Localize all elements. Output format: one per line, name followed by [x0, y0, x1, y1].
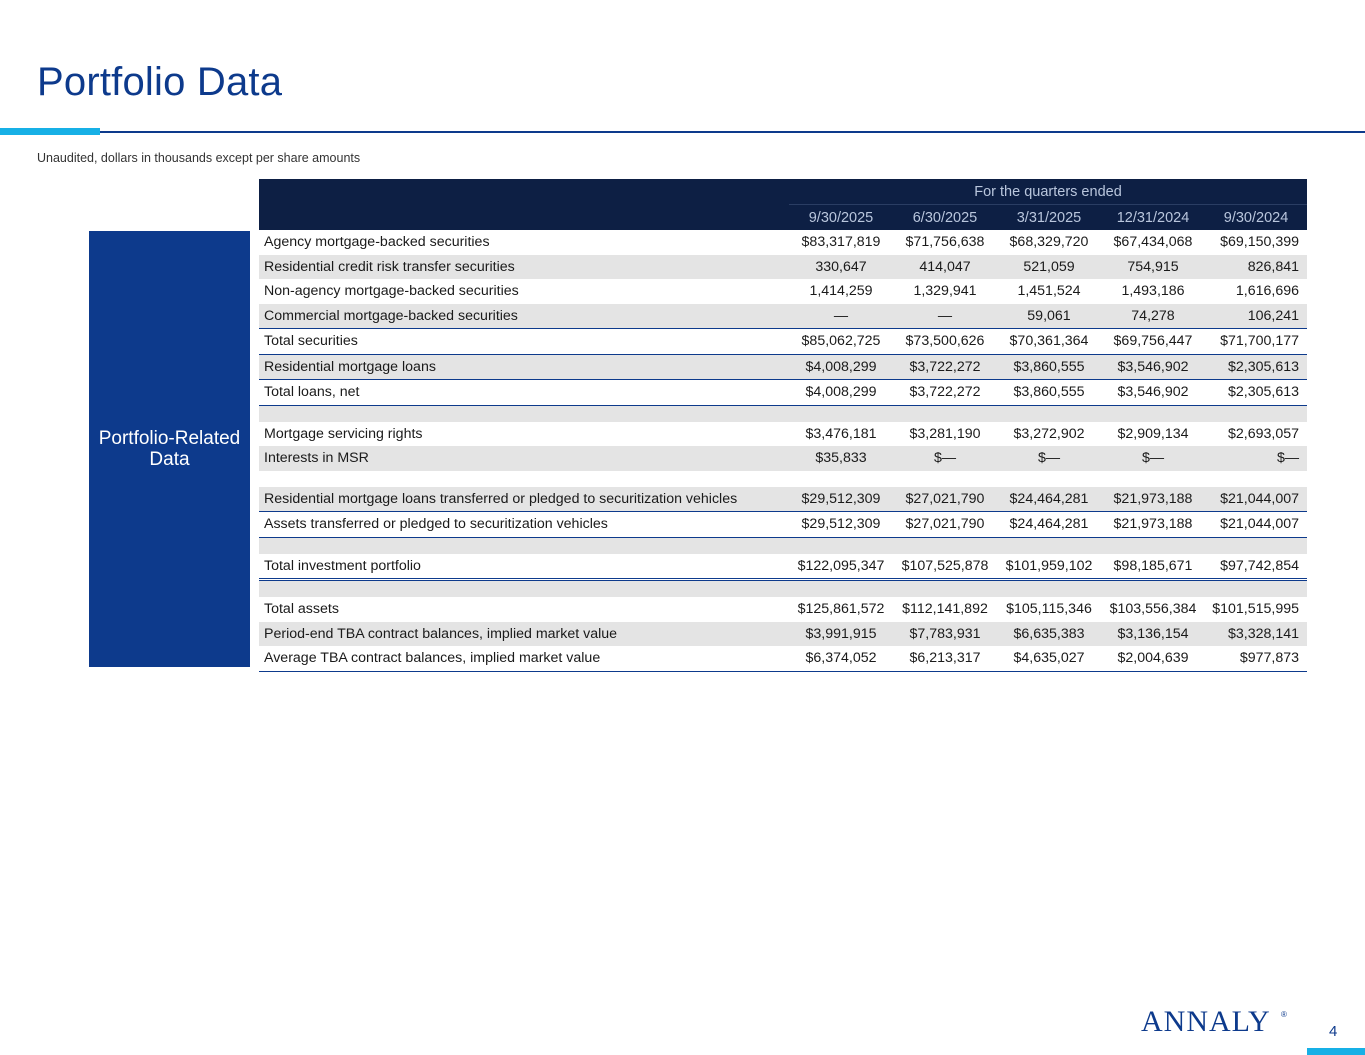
- row-value: 1,414,259: [809, 283, 873, 300]
- row-value: 414,047: [893, 255, 997, 280]
- page-title: Portfolio Data: [37, 60, 283, 104]
- row-value: 106,241: [1205, 304, 1307, 329]
- row-label: Non-agency mortgage-backed securities: [264, 283, 519, 300]
- table-row: [259, 554, 1307, 580]
- row-value: $83,317,819: [801, 234, 881, 251]
- row-value: —: [789, 304, 893, 329]
- row-value: $101,959,102: [997, 554, 1101, 580]
- table-row: [259, 487, 1307, 512]
- row-label: Residential mortgage loans transferred or pledged to securitization vehicles: [259, 487, 789, 512]
- table-row: [259, 354, 1307, 380]
- row-value: $70,361,364: [997, 329, 1101, 355]
- row-value: 330,647: [789, 255, 893, 280]
- row-value: $21,973,188: [1101, 512, 1205, 538]
- table-row: [259, 380, 1307, 406]
- row-value: $105,115,346: [1006, 601, 1092, 618]
- portfolio-table: [259, 179, 1307, 672]
- row-value: $—: [997, 446, 1101, 471]
- row-value: $3,722,272: [893, 354, 997, 380]
- quarter-header: 9/30/2024: [1205, 205, 1307, 231]
- row-value: $977,873: [1205, 646, 1307, 671]
- quarter-header: 3/31/2025: [997, 205, 1101, 231]
- row-value: $112,141,892: [902, 601, 988, 618]
- title-divider: [0, 131, 1365, 133]
- row-value: $2,909,134: [1117, 425, 1189, 442]
- table-row: [259, 279, 1307, 304]
- row-value: $101,515,995: [1212, 601, 1300, 618]
- row-label: Total loans, net: [264, 384, 360, 401]
- row-value: $85,062,725: [789, 329, 893, 355]
- row-value: $3,991,915: [789, 622, 893, 647]
- header-span: For the quarters ended: [789, 179, 1307, 205]
- row-value: $4,008,299: [805, 384, 877, 401]
- row-value: 1,451,524: [1017, 283, 1081, 300]
- row-value: $—: [1205, 446, 1307, 471]
- row-value: $68,329,720: [1009, 234, 1089, 251]
- quarter-header-row: [259, 205, 1307, 231]
- row-value: $4,008,299: [789, 354, 893, 380]
- row-value: $69,150,399: [1220, 234, 1300, 251]
- row-value: $2,693,057: [1228, 425, 1300, 442]
- spacer-cell: [259, 405, 1307, 422]
- row-value: $97,742,854: [1205, 554, 1307, 580]
- row-value: $71,756,638: [905, 234, 985, 251]
- row-label: Residential mortgage loans: [259, 354, 789, 380]
- row-value: $—: [893, 446, 997, 471]
- row-value: 59,061: [997, 304, 1101, 329]
- quarter-header: 6/30/2025: [893, 205, 997, 231]
- row-value: $107,525,878: [893, 554, 997, 580]
- table-row: [259, 622, 1307, 647]
- row-value: $122,095,347: [789, 554, 893, 580]
- row-label: Residential credit risk transfer securities: [259, 255, 789, 280]
- table-row: [259, 512, 1307, 538]
- table-row: [259, 329, 1307, 355]
- quarter-header: 9/30/2025: [789, 205, 893, 231]
- row-value: $103,556,384: [1109, 601, 1197, 618]
- row-label: Interests in MSR: [259, 446, 789, 471]
- row-value: $4,635,027: [997, 646, 1101, 671]
- row-value: $2,305,613: [1228, 384, 1300, 401]
- row-value: $3,722,272: [909, 384, 981, 401]
- row-label: Total securities: [259, 329, 789, 355]
- row-value: 754,915: [1101, 255, 1205, 280]
- row-value: $29,512,309: [789, 487, 893, 512]
- table-row: [259, 304, 1307, 329]
- row-label: Assets transferred or pledged to securitization vehicles: [259, 512, 789, 538]
- row-label: Total investment portfolio: [259, 554, 789, 580]
- row-value: $21,044,007: [1205, 512, 1307, 538]
- row-value: $3,546,902: [1117, 384, 1189, 401]
- row-value: $29,512,309: [789, 512, 893, 538]
- row-label: Commercial mortgage-backed securities: [259, 304, 789, 329]
- row-label: Mortgage servicing rights: [264, 425, 423, 442]
- row-value: $7,783,931: [893, 622, 997, 647]
- row-value: $6,635,383: [997, 622, 1101, 647]
- table-row: [259, 422, 1307, 447]
- row-value: $27,021,790: [893, 512, 997, 538]
- page-subtitle: Unaudited, dollars in thousands except per share amounts: [37, 151, 361, 165]
- row-value: $69,756,447: [1101, 329, 1205, 355]
- row-value: 1,616,696: [1235, 283, 1300, 300]
- row-label: Total assets: [264, 601, 339, 618]
- row-value: $24,464,281: [997, 487, 1101, 512]
- row-value: $3,546,902: [1101, 354, 1205, 380]
- row-value: 1,329,941: [913, 283, 977, 300]
- row-value: $6,213,317: [893, 646, 997, 671]
- registered-mark: ®: [1281, 1010, 1287, 1019]
- row-value: $71,700,177: [1205, 329, 1307, 355]
- row-value: 826,841: [1205, 255, 1307, 280]
- row-value: 74,278: [1101, 304, 1205, 329]
- row-value: $6,374,052: [789, 646, 893, 671]
- row-value: $3,328,141: [1205, 622, 1307, 647]
- row-label: Period-end TBA contract balances, implied market value: [259, 622, 789, 647]
- row-value: $73,500,626: [893, 329, 997, 355]
- table-row: [259, 446, 1307, 471]
- row-value: —: [893, 304, 997, 329]
- page-number-accent: [1307, 1048, 1365, 1055]
- row-value: $35,833: [789, 446, 893, 471]
- row-value: $24,464,281: [997, 512, 1101, 538]
- row-value: 1,493,186: [1121, 283, 1185, 300]
- section-label: Portfolio-Related Data: [98, 428, 241, 470]
- table-row: [259, 255, 1307, 280]
- row-value: $—: [1101, 446, 1205, 471]
- row-label: Average TBA contract balances, implied market value: [259, 646, 789, 671]
- company-logo: ANNALY: [1141, 1005, 1271, 1038]
- table-header-row: [259, 179, 1307, 205]
- row-value: $67,434,068: [1113, 234, 1193, 251]
- table-row: [259, 230, 1307, 255]
- title-divider-accent: [0, 128, 100, 135]
- row-value: $27,021,790: [893, 487, 997, 512]
- section-label-box: [89, 231, 250, 667]
- row-value: $125,861,572: [797, 601, 885, 618]
- quarter-header: 12/31/2024: [1101, 205, 1205, 231]
- table-spacer-row: [259, 471, 1307, 487]
- header-blank-cell: [259, 205, 789, 231]
- row-value: $21,044,007: [1205, 487, 1307, 512]
- row-value: 521,059: [997, 255, 1101, 280]
- header-blank-cell: [259, 179, 789, 205]
- table-row: [259, 597, 1307, 622]
- row-value: $3,476,181: [805, 425, 877, 442]
- table-spacer-row: [259, 580, 1307, 598]
- row-value: $3,860,555: [997, 354, 1101, 380]
- spacer-cell: [259, 471, 1307, 487]
- table-spacer-row: [259, 405, 1307, 422]
- row-value: $98,185,671: [1101, 554, 1205, 580]
- table-row: [259, 646, 1307, 671]
- spacer-cell: [259, 580, 1307, 598]
- spacer-cell: [259, 537, 1307, 554]
- row-value: $2,305,613: [1205, 354, 1307, 380]
- row-value: $3,272,902: [1013, 425, 1085, 442]
- row-value: $3,281,190: [909, 425, 981, 442]
- table-spacer-row: [259, 537, 1307, 554]
- row-value: $3,860,555: [1013, 384, 1085, 401]
- page-number: 4: [1329, 1023, 1338, 1040]
- row-value: $2,004,639: [1101, 646, 1205, 671]
- row-label: Agency mortgage-backed securities: [264, 234, 490, 251]
- row-value: $3,136,154: [1101, 622, 1205, 647]
- row-value: $21,973,188: [1101, 487, 1205, 512]
